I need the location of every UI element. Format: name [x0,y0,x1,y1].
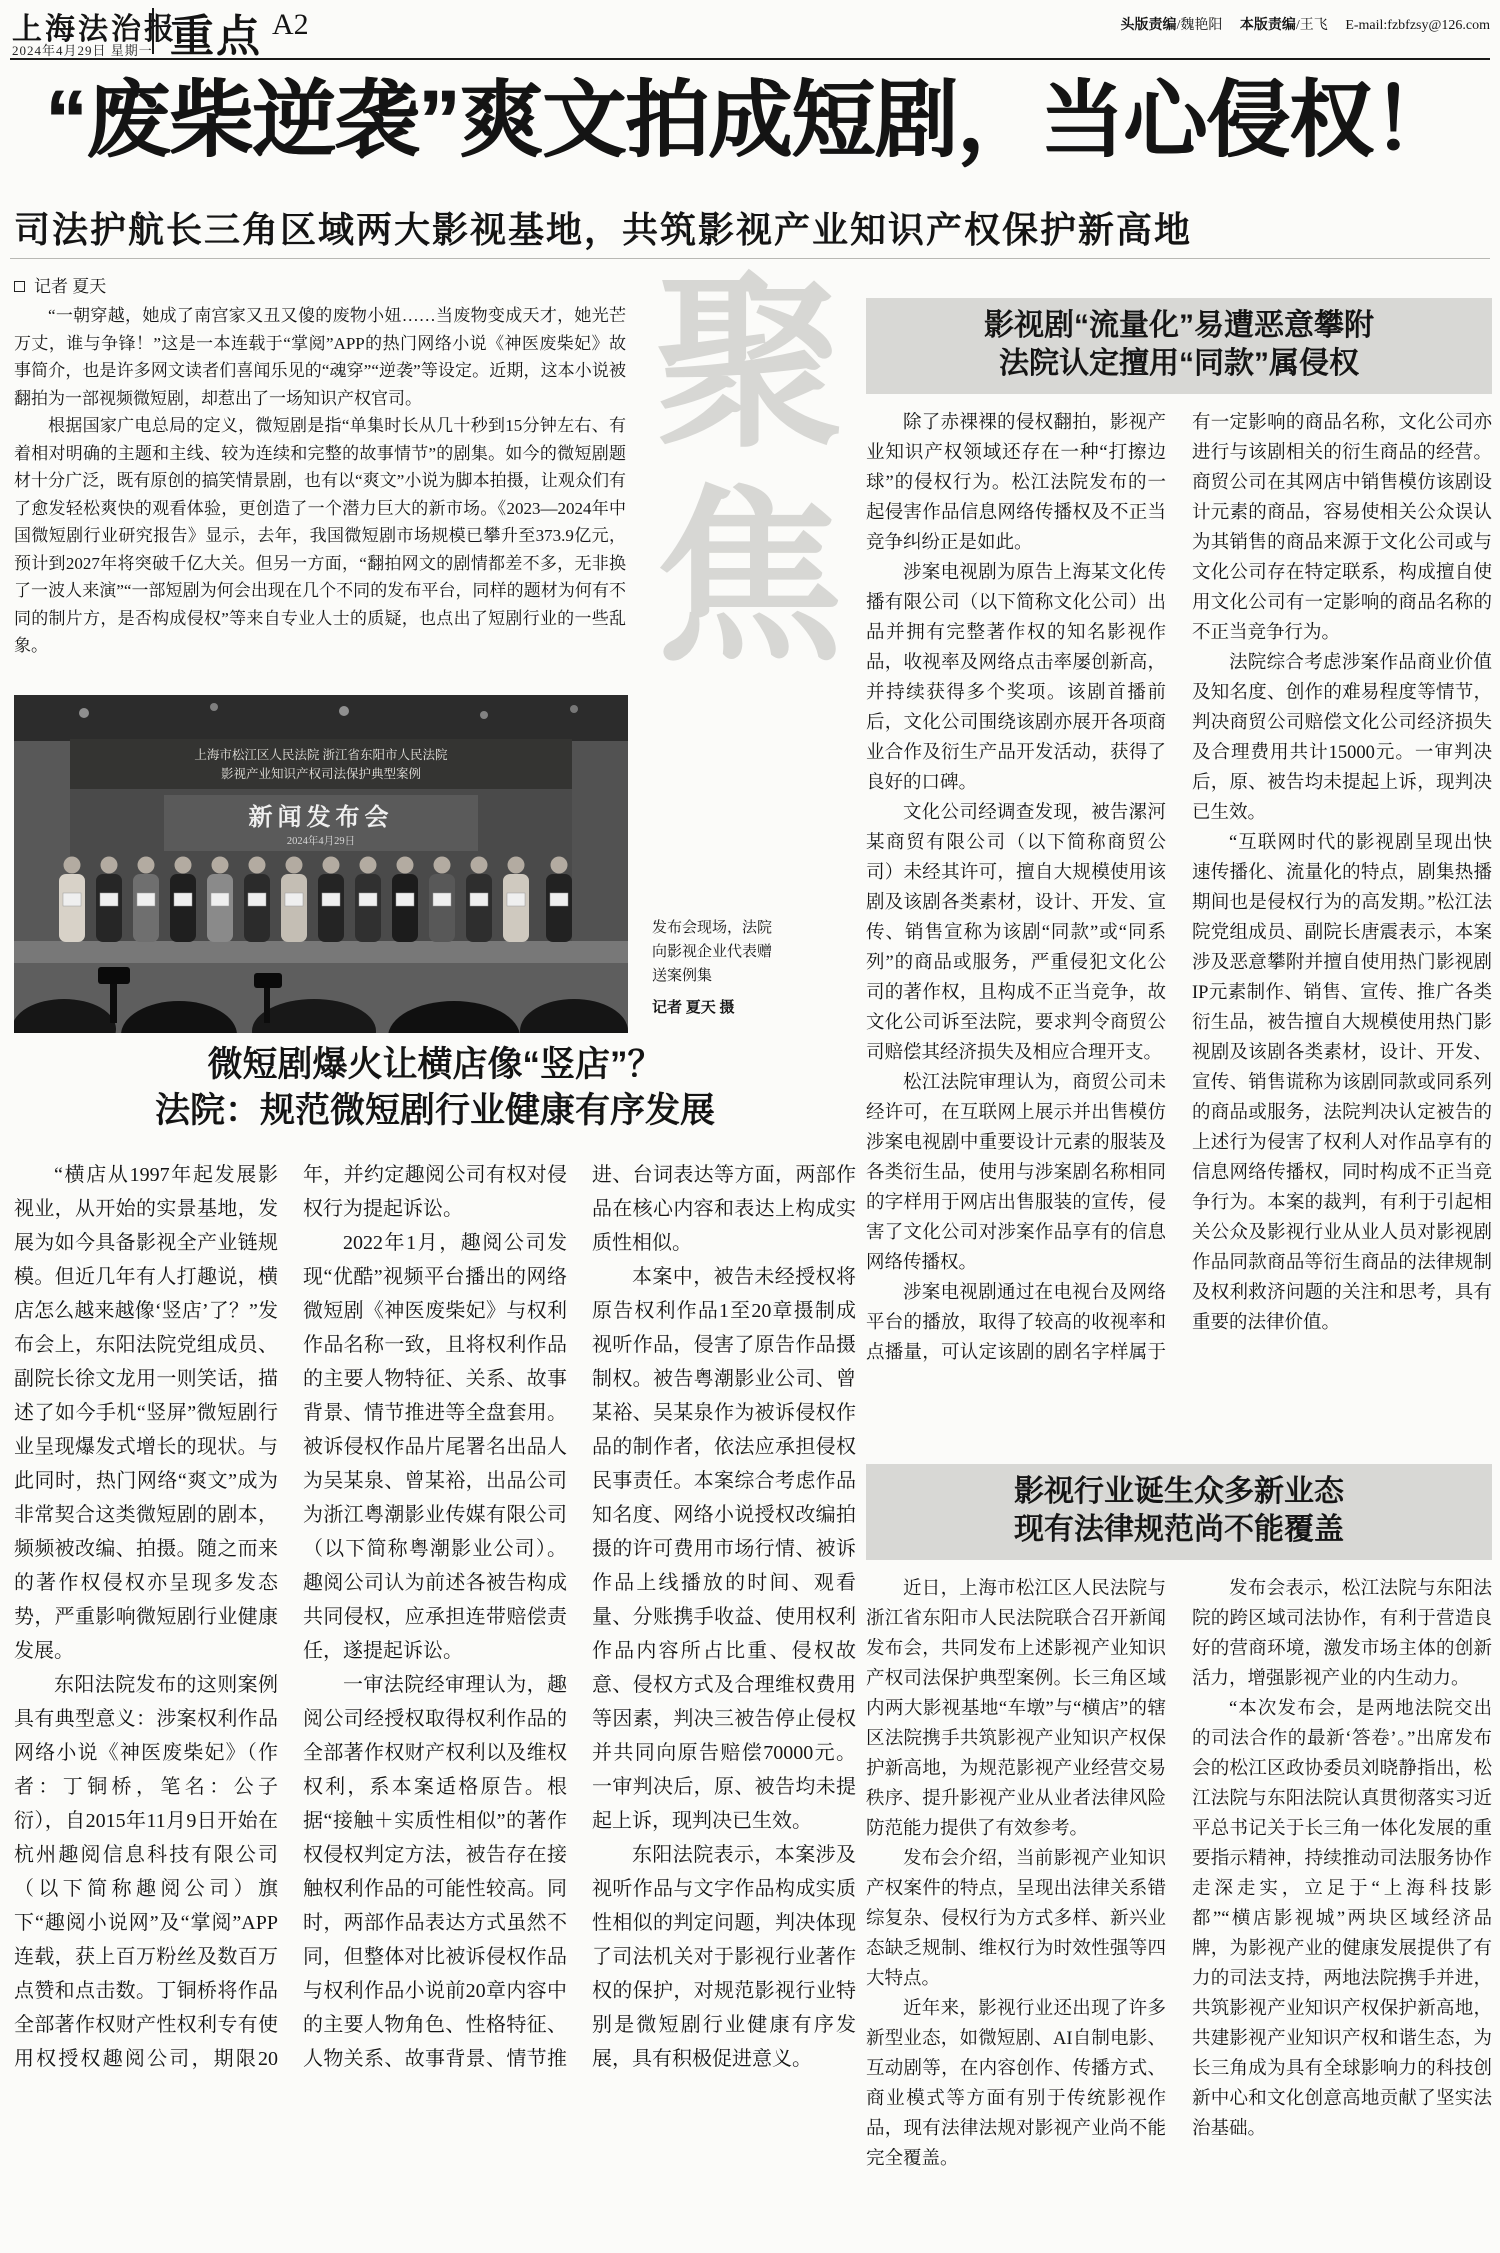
mid-headline-line2: 法院：规范微短剧行业健康有序发展 [154,1091,715,1130]
right-bottom-headline-line2: 现有法律规范尚不能覆盖 [1014,1513,1344,1546]
right-top-columns [866,408,1492,1452]
body-paragraph: 法院综合考虑涉案作品商业价值及知名度、创作的难易程度等情节，判决商贸公司赔偿文化公司经济损失及合理费用共计15000元。一审判决后，原、被告均未提起上诉，现判决已生效。 [1192,653,1492,823]
right-bottom-article [866,1464,1492,2245]
watermark-char: 焦 [655,475,843,684]
main-headline: “废柴逆袭”爽文拍成短剧，当心侵权！ [44,73,1455,167]
body-paragraph: 文化公司经调查发现，被告漯河某商贸有限公司（以下简称商贸公司）未经其许可，擅自大规模使用该剧及该剧各类素材，设计、开发、宣传、销售宣称为该剧“同款”或“同系列”的商品或服务，严重侵犯文化公司的著作权，且构成不正当竞争，故文化公司诉至法院，要求判令商贸公司赔偿其经济损失及相应合理开支。 [866,803,1166,1063]
editor-name: /王飞 [1295,18,1328,33]
right-top-article-header [866,298,1492,394]
mid-columns [14,1158,856,2244]
editor-credit [1121,18,1223,33]
byline-text: 记者 夏天 [34,277,107,296]
intro-paragraph: “一朝穿越，她成了南宫家又丑又傻的废物小妞……当废物变成天才，她光芒万丈，谁与争锋！”这是一本连载于“掌阅”APP的热门网络小说《神医废柴妃》故事简介，也是许多网文读者们喜闻乐见的“魂穿”“逆袭”等设定。近期，这本小说被翻拍为一部视频微短剧，却惹出了一场知识产权官司。 [14,306,626,408]
right-bottom-columns [866,1574,1492,2245]
right-bottom-article-header [866,1464,1492,1560]
mid-headline-line1: 微短剧爆火让横店像“竖店”？ [207,1045,663,1084]
editor-name: /魏艳阳 [1176,18,1223,33]
section-title: 重点 [170,12,262,61]
mid-article [14,1042,856,2070]
body-paragraph: 东阳法院表示，本案涉及视听作品与文字作品构成实质性相似的判定问题，判决体现了司法机关对于影视行业著作权的保护，对规范影视行业特别是微短剧行业健康有序发展，具有积极促进意义。 [592,1844,856,2070]
body-paragraph: 近日，上海市松江区人民法院与浙江省东阳市人民法院联合召开新闻发布会，共同发布上述影视产业知识产权司法保护典型案例。长三角区域内两大影视基地“车墩”与“横店”的辖区法院携手共筑影视产业知识产权保护新高地，为规范影视产业经营交易秩序、提升影视产业从业者法律风险防范能力提供了有效参考。 [866,1579,1166,1839]
body-paragraph: “横店从1997年起发展影视业，从开始的实景基地，发展为如今具备影视全产业链规模。但近几年有人打趣说，横店怎么越来越像‘竖店’了？”发布会上，东阳法院党组成员、副院长徐文龙用一则笑话，描述了如今手机“竖屏”微短剧行业呈现爆发式增长的现状。与此同时，热门网络“爽文”成为非常契合这类微短剧的剧本，频频被改编、拍摄。随之而来的著作权侵权亦呈现多发态势，严重影响微短剧行业健康发展。 [14,1164,278,1662]
body-paragraph: 近年来，影视行业还出现了许多新型业态，如微短剧、AI自制电影、互动剧等，在内容创作、传播方式、商业模式等方面有别于传统影视作品，现有法律法规对影视产业尚不能完全覆盖。 [866,1999,1166,2169]
sub-headline: 司法护航长三角区域两大影视基地，共筑影视产业知识产权保护新高地 [14,209,1193,250]
photo-banner-line3: 新闻发布会 [248,805,394,831]
email-credit: E-mail:fzbfzsy@126.com [1345,18,1490,33]
body-paragraph: 涉案电视剧通过在电视台及网络平台的播放，取得了较高的收视率和点播量，可认定该剧的剧名字样属于有一定影响的商品名称，文化公司亦进行与该剧相关的衍生商品的经营。商贸公司在其网店中销售模仿该剧设计元素的商品，容易使相关公众误认为其销售的商品来源于文化公司或与文化公司存在特定联系，构成擅自使用文化公司有一定影响的商品名称的不正当竞争行为。 [866,413,1492,1363]
paper-date: 2024年4月29日 星期一 [12,43,153,58]
body-paragraph: “互联网时代的影视剧呈现出快速传播化、流量化的特点，剧集热播期间也是侵权行为的高发期。”松江法院党组成员、副院长唐震表示，本案涉及恶意攀附并擅自使用热门影视剧IP元素制作、销售、宣传、推广各类衍生品，被告擅自大规模使用热门影视剧及该剧各类素材，设计、开发、宣传、销售谎称为该剧同款或同系列的商品或服务，法院判决认定被告的上述行为侵害了权利人对作品享有的信息网络传播权，同时构成不正当竞争行为。本案的裁判，有利于引起相关公众及影视行业从业人员对影视剧作品同款商品等衍生商品的法律规制及权利救济问题的关注和思考，具有重要的法律价值。 [1192,833,1492,1333]
byline [14,272,106,297]
photo-banner-line1: 上海市松江区人民法院 浙江省东阳市人民法院 [194,748,448,762]
header-rule [10,58,1490,60]
masthead-divider [152,8,154,54]
body-paragraph: 2022年1月，趣阅公司发现“优酷”视频平台播出的网络微短剧《神医废柴妃》与权利作品名称一致，且将权利作品的主要人物特征、关系、故事背景、情节推进等全盘套用。被诉侵权作品片尾署名出品人为吴某泉、曾某裕，出品公司为浙江粤潮影业传媒有限公司（以下简称粤潮影业公司）。趣阅公司认为前述各被告构成共同侵权，应承担连带赔偿责任，遂提起诉讼。 [303,1232,567,1662]
intro-paragraph: 根据国家广电总局的定义，微短剧是指“单集时长从几十秒到15分钟左右、有着相对明确的主题和主线、较为连续和完整的故事情节”的剧集。如今的微短剧题材十分广泛，既有原创的搞笑情景剧，也有以“爽文”小说为脚本拍摄，让观众们有了愈发轻松爽快的观看体验，更创造了一个潜力巨大的新市场。《2023—2024年中国微短剧行业研究报告》显示，去年，我国微短剧市场规模已攀升至373.9亿元，预计到2027年将突破千亿大关。但另一方面，“翻拍网文的剧情都差不多，无非换了一波人来演”“一部短剧为何会出现在几个不同的发布平台，同样的题材为何有不同的制片方，是否构成侵权”等来自专业人士的质疑，也点出了短剧行业的一些乱象。 [14,416,626,655]
photo-illustration [14,695,628,1033]
body-paragraph: 一审法院经审理认为，趣阅公司经授权取得权利作品的全部著作权财产权利以及维权权利，系本案适格原告。根据“接触＋实质性相似”的著作权侵权判定方法，被告存在接触权利作品的可能性较高。同时，两部作品表达方式虽然不同，但整体对比被诉侵权作品与权利作品小说前20章内容中的主要人物角色、性格特征、人物关系、故事背景、情节推进、台词表达等方面，两部作品在核心内容和表达上构成实质性相似。 [303,1164,856,2070]
body-paragraph: 发布会介绍，当前影视产业知识产权案件的特点，呈现出法律关系错综复杂、侵权行为方式多样、新兴业态缺乏规制、维权行为时效性强等四大特点。 [866,1849,1166,1989]
right-bottom-headline-line1: 影视行业诞生众多新业态 [1014,1475,1344,1508]
byline-marker-icon [14,281,25,292]
body-paragraph: 涉案电视剧为原告上海某文化传播有限公司（以下简称文化公司）出品并拥有完整著作权的知名影视作品，收视率及网络点击率屡创新高，并持续获得多个奖项。该剧首播前后，文化公司围绕该剧亦展开各项商业合作及衍生产品开发活动，获得了良好的口碑。 [866,563,1166,793]
right-top-headline-line1: 影视剧“流量化”易遭恶意攀附 [984,309,1374,342]
press-conference-photo [14,695,628,1033]
page-number: A2 [272,8,309,41]
focus-watermark [636,261,862,922]
right-top-headline-line2: 法院认定擅用“同款”属侵权 [999,347,1359,380]
photo-banner-line2: 影视产业知识产权司法保护典型案例 [220,767,422,781]
editor-label: 本版责编 [1239,16,1296,32]
watermark-char: 聚 [655,261,843,470]
masthead-bar [10,4,1490,61]
editor-label: 头版责编 [1120,16,1177,32]
body-paragraph: “本次发布会，是两地法院交出的司法合作的最新‘答卷’。”出席发布会的松江区政协委员刘晓静指出，松江法院与东阳法院认真贯彻落实习近平总书记关于长三角一体化发展的重要指示精神，持续推动司法服务协作走深走实，立足于“上海科技影都”“横店影视城”两块区域经济品牌，为影视产业的健康发展提供了有力的司法支持，两地法院携手并进，共筑影视产业知识产权保护新高地，共建影视产业知识产权和谐生态，为长三角成为具有全球影响力的科技创新中心和文化创意高地贡献了坚实法治基础。 [1192,1699,1492,2139]
editor-credit [1240,18,1328,33]
page-editors [1107,14,1490,34]
body-paragraph: 东阳法院发布的这则案例具有典型意义：涉案权利作品网络小说《神医废柴妃》（作者：丁铜桥，笔名：公子衍），自2015年11月9日开始在杭州趣阅信息科技有限公司（以下简称趣阅公司）旗下“趣阅小说网”及“掌阅”APP连载，获上百万粉丝及数百万点赞和点击数。丁铜桥将作品全部著作权财产性权利专有使用权授权趣阅公司，期限20年，并约定趣阅公司有权对侵权行为提起诉讼。 [14,1164,567,2070]
body-paragraph: 发布会表示，松江法院与东阳法院的跨区域司法协作，有利于营造良好的营商环境，激发市场主体的创新活力，增强影视产业的内生动力。 [1192,1579,1492,1689]
headline-rule [10,258,1490,259]
body-paragraph: 除了赤裸裸的侵权翻拍，影视产业知识产权领域还存在一种“打擦边球”的侵权行为。松江法院发布的一起侵害作品信息网络传播权及不正当竞争纠纷正是如此。 [866,413,1166,553]
photo-banner-line4: 2024年4月29日 [286,836,356,847]
intro-article [14,302,626,682]
right-top-article [866,298,1492,1452]
photo-credit: 记者 夏天 摄 [652,1000,735,1016]
photo-caption [652,916,772,1020]
caption-text: 发布会现场，法院向影视企业代表赠送案例集 [652,920,773,984]
body-paragraph: 本案中，被告未经授权将原告权利作品1至20章摄制成视听作品，侵害了原告作品摄制权。被告粤潮影业公司、曾某裕、吴某泉作为被诉侵权作品的制作者，依法应承担侵权民事责任。本案综合考虑作品知名度、网络小说授权改编拍摄的许可费用市场行情、被诉作品上线播放的时间、观看量、分账携手收益、使用权利作品内容所占比重、侵权故意、侵权方式及合理维权费用等因素，判决三被告停止侵权并共同向原告赔偿70000元。一审判决后，原、被告均未提起上诉，现判决已生效。 [592,1266,856,1832]
paper-name: 上海法治报 [12,13,177,46]
body-paragraph: 松江法院审理认为，商贸公司未经许可，在互联网上展示并出售模仿涉案电视剧中重要设计元素的服装及各类衍生品，使用与涉案剧名称相同的字样用于网店出售服装的宣传，侵害了文化公司对涉案作品享有的信息网络传播权。 [866,1073,1166,1273]
